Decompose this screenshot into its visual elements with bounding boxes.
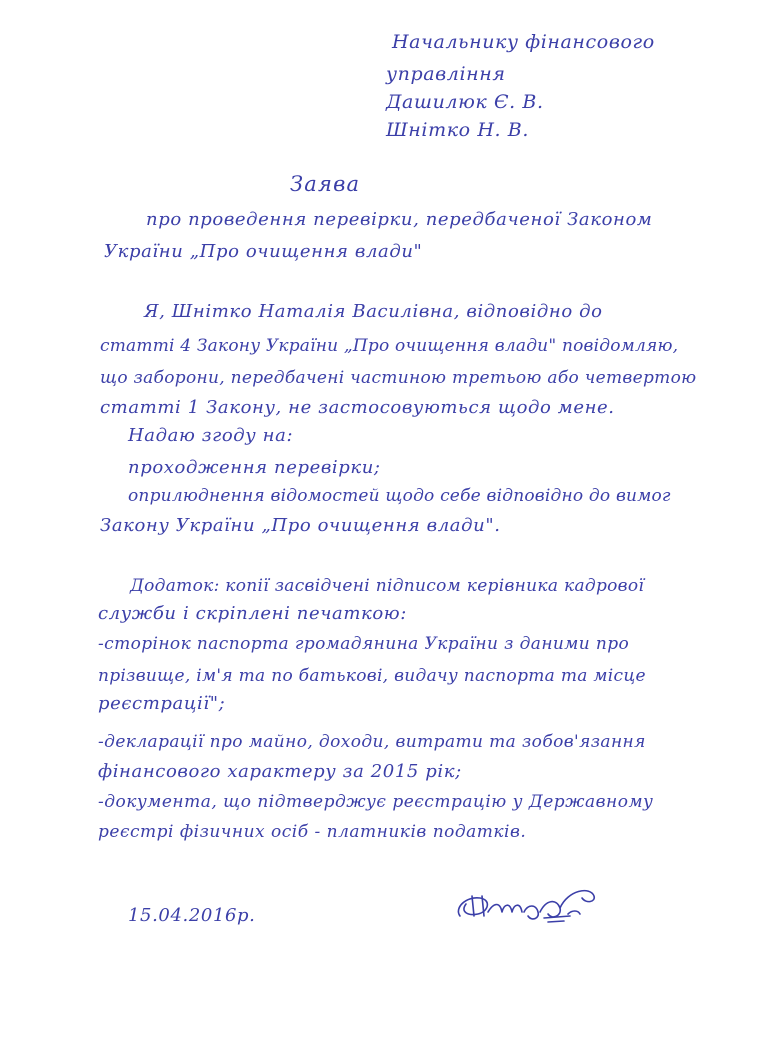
subject-line: України „Про очищення влади" <box>104 241 423 262</box>
addressee-line: управління <box>386 63 506 85</box>
body-line: проходження перевірки; <box>128 457 381 478</box>
body-line: оприлюднення відомостей щодо себе відповідно до вимог <box>128 486 671 506</box>
body-line: Надаю згоду на: <box>128 425 294 446</box>
addressee-line: Шнітко Н. В. <box>386 119 529 141</box>
body-line: статті 1 Закону, не застосовуються щодо мене. <box>100 397 615 418</box>
attachment-line: служби і скріплені печаткою: <box>98 603 407 624</box>
body-line: Закону України „Про очищення влади". <box>100 515 501 536</box>
document-title: Заява <box>290 172 361 196</box>
addressee-line: Начальнику фінансового <box>392 31 655 53</box>
body-line: статті 4 Закону України „Про очищення влади" повідомляю, <box>100 336 679 356</box>
attachment-line: реєстрації"; <box>98 693 226 714</box>
attachment-line: прізвище, ім'я та по батькові, видачу паспорта та місце <box>98 666 646 686</box>
attachment-line: -сторінок паспорта громадянина України з даними про <box>98 634 630 654</box>
attachment-line: Додаток: копії засвідчені підписом керівника кадрової <box>130 576 645 596</box>
subject-line: про проведення перевірки, передбаченої Законом <box>146 209 653 230</box>
body-line: що заборони, передбачені частиною третьою або четвертою <box>100 368 697 388</box>
attachment-line: реєстрі фізичних осіб - платників податків. <box>98 822 527 842</box>
attachment-line: -декларації про майно, доходи, витрати та зобов'язання <box>98 732 646 752</box>
body-line: Я, Шнітко Наталія Василівна, відповідно до <box>144 301 603 322</box>
addressee-line: Дашилюк Є. В. <box>386 91 544 113</box>
attachment-line: -документа, що підтверджує реєстрацію у Державному <box>98 792 654 812</box>
handwritten-signature <box>452 882 602 932</box>
attachment-line: фінансового характеру за 2015 рік; <box>98 761 462 782</box>
document-date: 15.04.2016р. <box>128 905 256 926</box>
